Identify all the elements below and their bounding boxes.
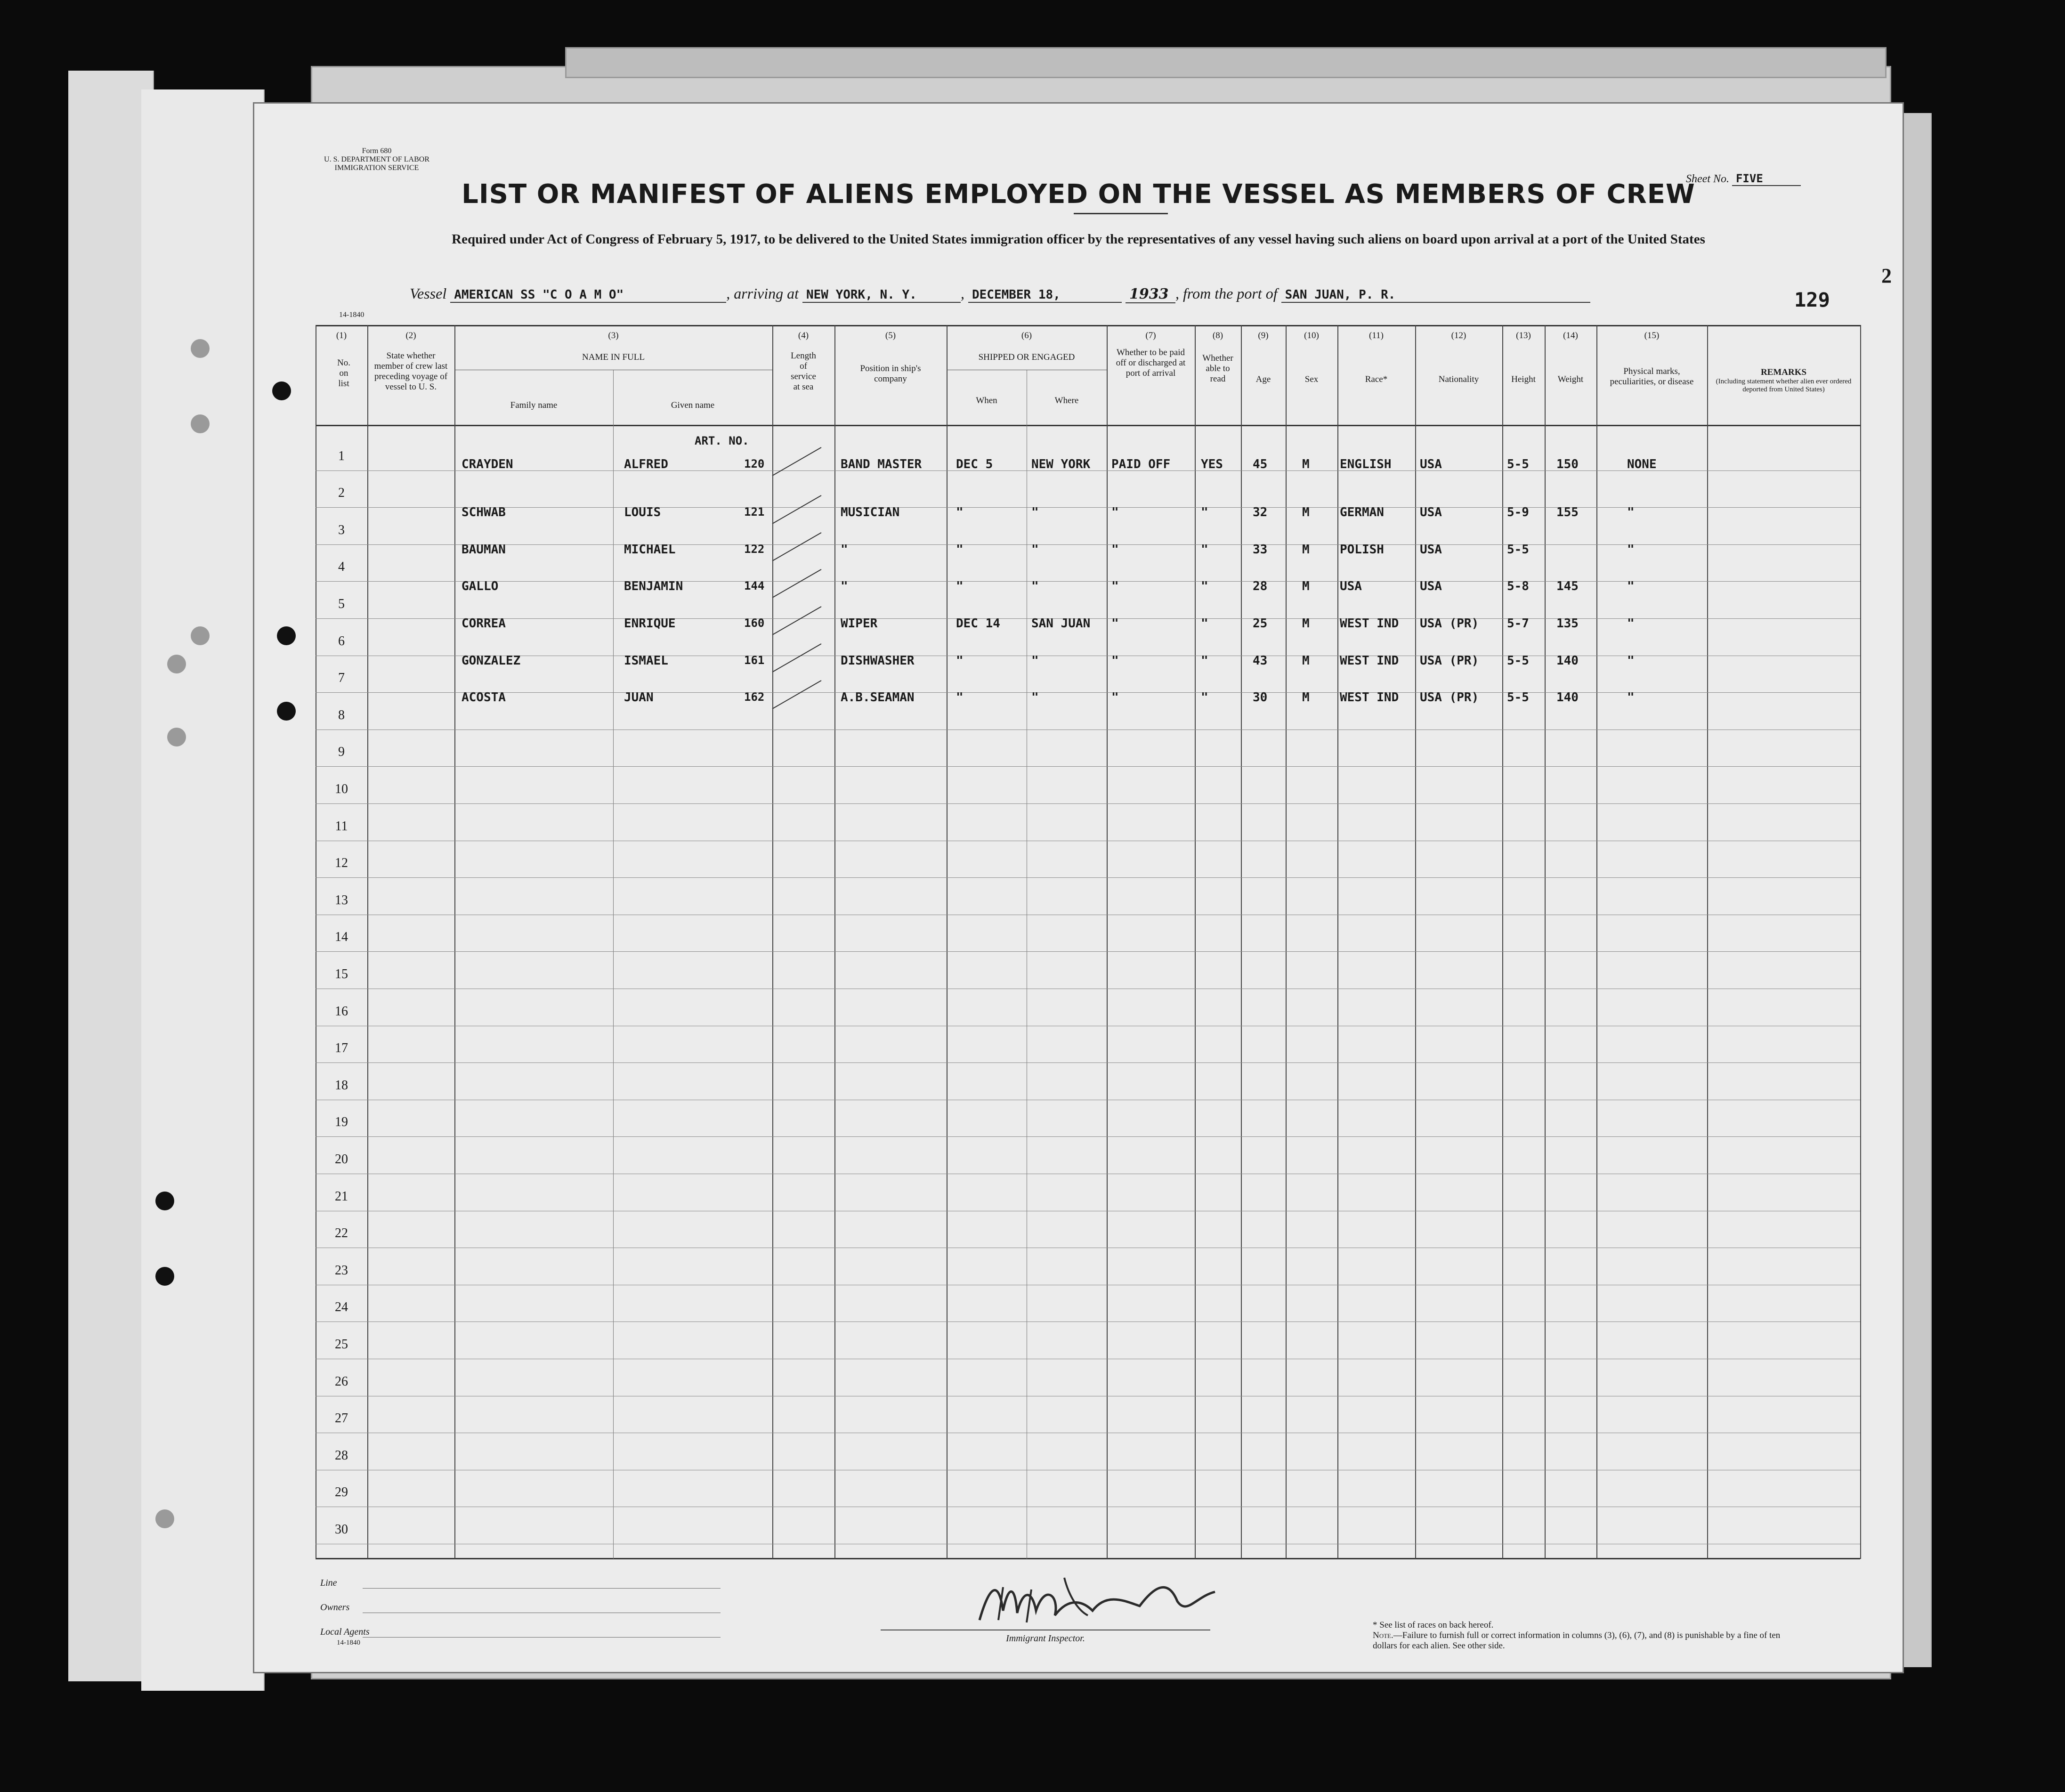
column-divider [1596, 325, 1597, 1559]
right-page-edge [1903, 113, 1932, 1667]
cell-given: ENRIQUE [624, 616, 676, 631]
col-11-header: Race* [1365, 374, 1388, 384]
cell-family: ACOSTA [462, 690, 506, 705]
col-5-header: Position in ship's company [860, 364, 921, 384]
local-agents-field [363, 1637, 721, 1638]
cell-race: WEST IND [1340, 690, 1399, 705]
col-15-number: (15) [1644, 331, 1660, 341]
cell-nationality: USA (PR) [1420, 654, 1479, 668]
punch-hole [155, 1509, 174, 1528]
voyage-line: Vessel AMERICAN SS "C O A M O" , arriving at NEW YORK, N. Y. , DECEMBER 18, 1933 , from the port of SAN JUAN, P. R. [410, 285, 1590, 303]
cell-when: DEC 5 [956, 457, 993, 471]
service-check-mark [772, 447, 822, 476]
cell-height: 5-5 [1507, 690, 1529, 705]
cell-read: " [1201, 505, 1208, 519]
row-number: 11 [335, 819, 348, 834]
cell-given: JUAN [624, 690, 654, 705]
punch-hole [191, 339, 210, 358]
cell-when: " [956, 505, 964, 519]
title-underline [1074, 213, 1168, 214]
local-agents-label: Local Agents [320, 1627, 370, 1637]
column-divider [1502, 325, 1503, 1559]
remarks-note: (Including statement whether alien ever ordered deported from United States) [1716, 378, 1852, 393]
inspector-signature [970, 1568, 1234, 1634]
form-number: Form 680 [362, 147, 392, 155]
service-check-mark [772, 569, 822, 598]
cell-weight: 135 [1556, 616, 1579, 631]
row-number: 5 [338, 597, 345, 611]
row-number: 6 [338, 634, 345, 649]
cell-paid: " [1111, 654, 1119, 668]
cell-art: 122 [744, 543, 765, 556]
cell-weight: 140 [1556, 654, 1579, 668]
manifest-footer [254, 1564, 1903, 1672]
cell-weight: 145 [1556, 579, 1579, 593]
crew-manifest-table [254, 325, 1903, 1559]
cell-race: ENGLISH [1340, 457, 1392, 471]
shipped-when-header: When [976, 396, 997, 405]
cell-family: GALLO [462, 579, 499, 593]
row-number: 14 [335, 930, 348, 944]
cell-age: 45 [1253, 457, 1268, 471]
cell-read: " [1201, 616, 1208, 631]
col-8-header: Whether able to read [1202, 353, 1233, 384]
cell-where: " [1031, 505, 1039, 519]
punch-hole [191, 626, 210, 645]
row-number: 19 [335, 1115, 348, 1129]
col-15-header: Physical marks, peculiarities, or disease [1610, 366, 1694, 387]
service-check-mark [772, 643, 822, 673]
cell-read: " [1201, 579, 1208, 593]
cell-nationality: USA [1420, 505, 1442, 519]
cell-where: " [1031, 579, 1039, 593]
remarks-header: REMARKS [1760, 367, 1807, 377]
row-number: 9 [338, 745, 345, 759]
cell-marks: " [1627, 543, 1635, 557]
cell-given: ISMAEL [624, 654, 668, 668]
margin-mark: 2 [1881, 264, 1892, 287]
cell-paid: " [1111, 505, 1119, 519]
cell-read: YES [1201, 457, 1223, 471]
cell-read: " [1201, 654, 1208, 668]
background-sheet-2 [565, 47, 1887, 78]
row-line [316, 803, 1860, 804]
cell-nationality: USA [1420, 457, 1442, 471]
cell-age: 43 [1253, 654, 1268, 668]
arrival-year: 1933 [1126, 286, 1175, 303]
row-number: 2 [338, 486, 345, 500]
cell-age: 30 [1253, 690, 1268, 705]
row-line [316, 1062, 1860, 1063]
row-number: 24 [335, 1300, 348, 1314]
cell-weight: 140 [1556, 690, 1579, 705]
department-name: U. S. DEPARTMENT OF LABOR [324, 155, 429, 163]
col-4-number: (4) [798, 331, 809, 341]
page-number: 129 [1794, 288, 1830, 311]
row-number: 16 [335, 1004, 348, 1019]
cell-height: 5-5 [1507, 654, 1529, 668]
cell-art: 121 [744, 505, 765, 519]
cell-when: " [956, 690, 964, 705]
sheet-number-label: Sheet No. [1686, 173, 1729, 185]
col-5-number: (5) [885, 331, 896, 341]
departure-port: SAN JUAN, P. R. [1281, 288, 1590, 303]
row-number: 8 [338, 708, 345, 722]
col-2-header: State whether member of crew last preceding voyage of vessel to U. S. [374, 351, 448, 392]
cell-marks: " [1627, 616, 1635, 631]
row-number: 30 [335, 1522, 348, 1537]
cell-position: MUSICIAN [841, 505, 900, 519]
table-top-border [316, 325, 1860, 326]
column-divider [1415, 325, 1416, 1559]
row-number: 12 [335, 856, 348, 870]
cell-where: " [1031, 543, 1039, 557]
cell-family: SCHWAB [462, 505, 506, 519]
races-note: * See list of races on back hereof. [1373, 1620, 1494, 1630]
col-12-number: (12) [1451, 331, 1466, 341]
left-page-edge [141, 89, 265, 1691]
punch-hole [167, 728, 186, 746]
cell-marks: " [1627, 690, 1635, 705]
cell-position: " [841, 579, 848, 593]
row-number: 17 [335, 1041, 348, 1055]
row-number: 10 [335, 782, 348, 796]
owners-label: Owners [320, 1602, 350, 1613]
column-divider [834, 325, 835, 1559]
cell-weight: 150 [1556, 457, 1579, 471]
shipped-where-header: Where [1054, 396, 1079, 405]
cell-read: " [1201, 543, 1208, 557]
cell-family: CORREA [462, 616, 506, 631]
row-number: 15 [335, 967, 348, 981]
cell-where: " [1031, 690, 1039, 705]
arrival-date: DECEMBER 18, [968, 288, 1122, 303]
col-1-number: (1) [336, 331, 347, 341]
sheet-number-value: FIVE [1732, 172, 1801, 186]
row-line [316, 951, 1860, 952]
row-number: 3 [338, 523, 345, 537]
col-6-number: (6) [1021, 331, 1032, 341]
cell-paid: PAID OFF [1111, 457, 1171, 471]
cell-race: WEST IND [1340, 616, 1399, 631]
family-name-header: Family name [510, 400, 558, 410]
cell-paid: " [1111, 543, 1119, 557]
column-divider [772, 325, 773, 1559]
cell-height: 5-5 [1507, 543, 1529, 557]
cell-sex: M [1302, 616, 1310, 631]
cell-weight: 155 [1556, 505, 1579, 519]
column-divider [1241, 325, 1242, 1559]
column-divider [1545, 325, 1546, 1559]
cell-where: NEW YORK [1031, 457, 1091, 471]
note-label: Note. [1373, 1630, 1393, 1640]
manifest-sheet [254, 104, 1903, 1672]
cell-where: SAN JUAN [1031, 616, 1091, 631]
cell-when: " [956, 579, 964, 593]
col-12-header: Nationality [1438, 374, 1479, 384]
vessel-label: Vessel [410, 285, 447, 302]
service-check-mark [772, 495, 822, 524]
cell-sex: M [1302, 457, 1310, 471]
column-divider [1195, 325, 1196, 1559]
row-line [316, 1136, 1860, 1137]
col-9-number: (9) [1258, 331, 1269, 341]
arriving-label: arriving at [734, 285, 799, 302]
cell-position: " [841, 543, 848, 557]
cell-family: GONZALEZ [462, 654, 521, 668]
cell-sex: M [1302, 505, 1310, 519]
cell-race: USA [1340, 579, 1362, 593]
row-number: 25 [335, 1337, 348, 1352]
cell-paid: " [1111, 579, 1119, 593]
cell-position: DISHWASHER [841, 654, 915, 668]
row-number: 7 [338, 671, 345, 685]
cell-family: CRAYDEN [462, 457, 513, 471]
row-number: 29 [335, 1485, 348, 1500]
service-check-mark [772, 532, 822, 561]
inspector-label: Immigrant Inspector. [1006, 1633, 1085, 1644]
line-field [363, 1588, 721, 1589]
col-14-number: (14) [1563, 331, 1578, 341]
cell-given: LOUIS [624, 505, 661, 519]
cell-age: 28 [1253, 579, 1268, 593]
cell-position: BAND MASTER [841, 457, 922, 471]
row-number: 13 [335, 893, 348, 908]
col-3-number: (3) [608, 331, 619, 341]
column-divider [367, 325, 368, 1559]
cell-race: WEST IND [1340, 654, 1399, 668]
cell-sex: M [1302, 543, 1310, 557]
cell-race: GERMAN [1340, 505, 1384, 519]
agents-form-code: 14-1840 [337, 1639, 360, 1646]
cell-position: WIPER [841, 616, 878, 631]
row-number: 27 [335, 1411, 348, 1426]
row-number: 23 [335, 1263, 348, 1278]
cell-nationality: USA (PR) [1420, 690, 1479, 705]
failure-note [1373, 1630, 1797, 1651]
row-number: 26 [335, 1374, 348, 1389]
arrival-port: NEW YORK, N. Y. [802, 288, 961, 303]
cell-marks: NONE [1627, 457, 1657, 471]
form-code: 14-1840 [339, 311, 364, 319]
cell-art: 160 [744, 616, 765, 630]
column-divider [1286, 325, 1287, 1559]
cell-when: " [956, 543, 964, 557]
column-divider [1107, 325, 1108, 1559]
col-7-number: (7) [1145, 331, 1156, 341]
cell-paid: " [1111, 616, 1119, 631]
cell-where: " [1031, 654, 1039, 668]
column-divider [1860, 325, 1861, 1559]
row-line [316, 766, 1860, 767]
column-divider [454, 325, 455, 1559]
cell-race: POLISH [1340, 543, 1384, 557]
header-bottom-border [316, 425, 1860, 426]
note-text: —Failure to furnish full or correct information in columns (3), (6), (7), and (8) is punishable by a fine of ten dollars for each alien. See other side. [1373, 1630, 1781, 1651]
cell-height: 5-9 [1507, 505, 1529, 519]
cell-age: 32 [1253, 505, 1268, 519]
cell-given: MICHAEL [624, 543, 676, 557]
from-port-label: from the port of [1182, 285, 1278, 302]
cell-marks: " [1627, 579, 1635, 593]
service-check-mark [772, 606, 822, 635]
cell-paid: " [1111, 690, 1119, 705]
cell-marks: " [1627, 505, 1635, 519]
row-number: 1 [338, 449, 345, 463]
cell-age: 33 [1253, 543, 1268, 557]
column-divider [613, 370, 614, 1559]
col-13-number: (13) [1516, 331, 1531, 341]
column-divider [1337, 325, 1338, 1559]
col-7-header: Whether to be paid off or discharged at port of arrival [1116, 348, 1186, 378]
cell-family: BAUMAN [462, 543, 506, 557]
table-bottom-border [316, 1558, 1860, 1559]
cell-sex: M [1302, 654, 1310, 668]
col-8-number: (8) [1212, 331, 1223, 341]
row-number: 18 [335, 1078, 348, 1093]
punch-hole [155, 1192, 174, 1210]
line-label: Line [320, 1578, 337, 1588]
cell-height: 5-8 [1507, 579, 1529, 593]
cell-nationality: USA [1420, 579, 1442, 593]
given-name-header: Given name [671, 400, 715, 410]
vessel-name: AMERICAN SS "C O A M O" [450, 288, 726, 303]
col-11-number: (11) [1369, 331, 1384, 341]
cell-art: 144 [744, 579, 765, 592]
col-4-header: Length of service at sea [791, 351, 816, 392]
row-number: 22 [335, 1226, 348, 1241]
punch-hole [191, 414, 210, 433]
service-name: IMMIGRATION SERVICE [334, 164, 419, 172]
cell-age: 25 [1253, 616, 1268, 631]
col-9-header: Age [1255, 374, 1271, 384]
cell-when: " [956, 654, 964, 668]
column-divider [1707, 325, 1708, 1559]
cell-sex: M [1302, 579, 1310, 593]
cell-given: ALFRED [624, 457, 668, 471]
cell-height: 5-7 [1507, 616, 1529, 631]
punch-hole [155, 1267, 174, 1286]
row-number: 20 [335, 1152, 348, 1167]
row-number: 28 [335, 1448, 348, 1463]
art-no-header: ART. NO. [695, 434, 749, 447]
cell-height: 5-5 [1507, 457, 1529, 471]
cell-marks: " [1627, 654, 1635, 668]
col-3-header: NAME IN FULL [582, 352, 645, 362]
row-number: 21 [335, 1189, 348, 1204]
cell-art: 162 [744, 690, 765, 704]
service-check-mark [772, 680, 822, 709]
col-10-header: Sex [1304, 374, 1319, 384]
cell-read: " [1201, 690, 1208, 705]
cell-given: BENJAMIN [624, 579, 683, 593]
cell-nationality: USA (PR) [1420, 616, 1479, 631]
col-2-number: (2) [405, 331, 416, 341]
document-title: LIST OR MANIFEST OF ALIENS EMPLOYED ON THE VESSEL AS MEMBERS OF CREW [462, 179, 1695, 210]
col-13-header: Height [1511, 374, 1536, 384]
cell-when: DEC 14 [956, 616, 1000, 631]
col-14-header: Weight [1557, 374, 1584, 384]
cell-position: A.B.SEAMAN [841, 690, 915, 705]
col-6-header: SHIPPED OR ENGAGED [978, 352, 1075, 362]
document-subtitle: Required under Act of Congress of February 5, 1917, to be delivered to the United States immigration officer by the representatives of any vessel having such aliens on board upon arrival at a port of the United States [452, 232, 1705, 247]
col-10-number: (10) [1304, 331, 1319, 341]
cell-art: 120 [744, 457, 765, 470]
row-number: 4 [338, 559, 345, 574]
col-1-header: No. on list [337, 358, 350, 389]
row-line [316, 877, 1860, 878]
cell-sex: M [1302, 690, 1310, 705]
punch-hole [167, 655, 186, 673]
cell-art: 161 [744, 654, 765, 667]
cell-nationality: USA [1420, 543, 1442, 557]
